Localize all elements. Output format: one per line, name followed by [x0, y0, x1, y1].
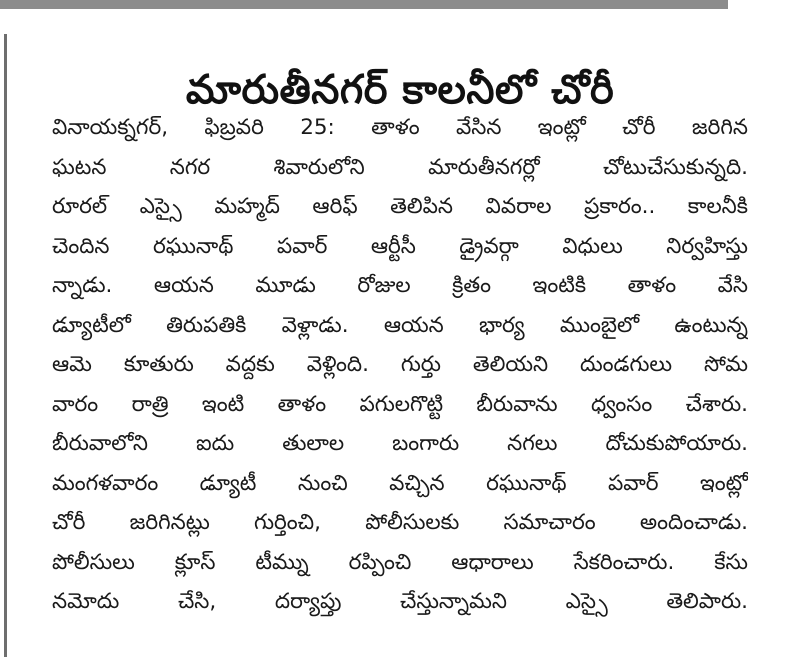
article-line: మంగళవారం డ్యూటీ నుంచి వచ్చిన రఘునాథ్ పవార్ ఇంట్లో [52, 470, 748, 496]
article-line: రూరల్ ఎస్సై మహ్మద్ ఆరిఫ్ తెలిపిన వివరాల ప్రకారం.. కాలనీకి [52, 194, 748, 219]
article-line: ఆమె కూతురు వద్దకు వెళ్లింది. గుర్తు తెలియని దుండగులు సోమ [52, 352, 748, 377]
top-border-rule [0, 0, 728, 9]
article-line: నమోదు చేసి, దర్యాప్తు చేస్తున్నామని ఎస్సై తెలిపారు. [52, 589, 748, 614]
article-line: చోరీ జరిగినట్లు గుర్తించి, పోలీసులకు సమాచారం అందించాడు. [52, 510, 748, 535]
article-line: వినాయక్నగర్, ఫిబ్రవరి 25: తాళం వేసిన ఇంట్లో చోరీ జరిగిన [52, 115, 748, 140]
article-line: న్నాడు. ఆయన మూడు రోజుల క్రితం ఇంటికి తాళం వేసి [52, 273, 748, 298]
article-line: బీరువాలోని ఐదు తులాల బంగారు నగలు దోచుకుపోయారు. [52, 431, 748, 456]
article-line: డ్యూటీలో తిరుపతికి వెళ్లాడు. ఆయన భార్య ముంబైలో ఉంటున్న [52, 312, 748, 338]
article-line: చెందిన రఘునాథ్ పవార్ ఆర్టీసీ డ్రైవర్గా విధులు నిర్వహిస్తు [52, 233, 748, 259]
left-border-rule [4, 34, 7, 657]
article-line: ఘటన నగర శివారులోని మారుతీనగర్లో చోటుచేసుకున్నది. [52, 154, 748, 180]
article-headline: మారుతీనగర్ కాలనీలో చోరీ [185, 66, 615, 113]
article-line: పోలీసులు క్లూస్ టీమ్ను రప్పించి ఆధారాలు సేకరించారు. కేసు [52, 549, 748, 575]
article-body [52, 108, 748, 622]
article-line: వారం రాత్రి ఇంటి తాళం పగులగొట్టి బీరువాను ధ్వంసం చేశారు. [52, 391, 748, 417]
